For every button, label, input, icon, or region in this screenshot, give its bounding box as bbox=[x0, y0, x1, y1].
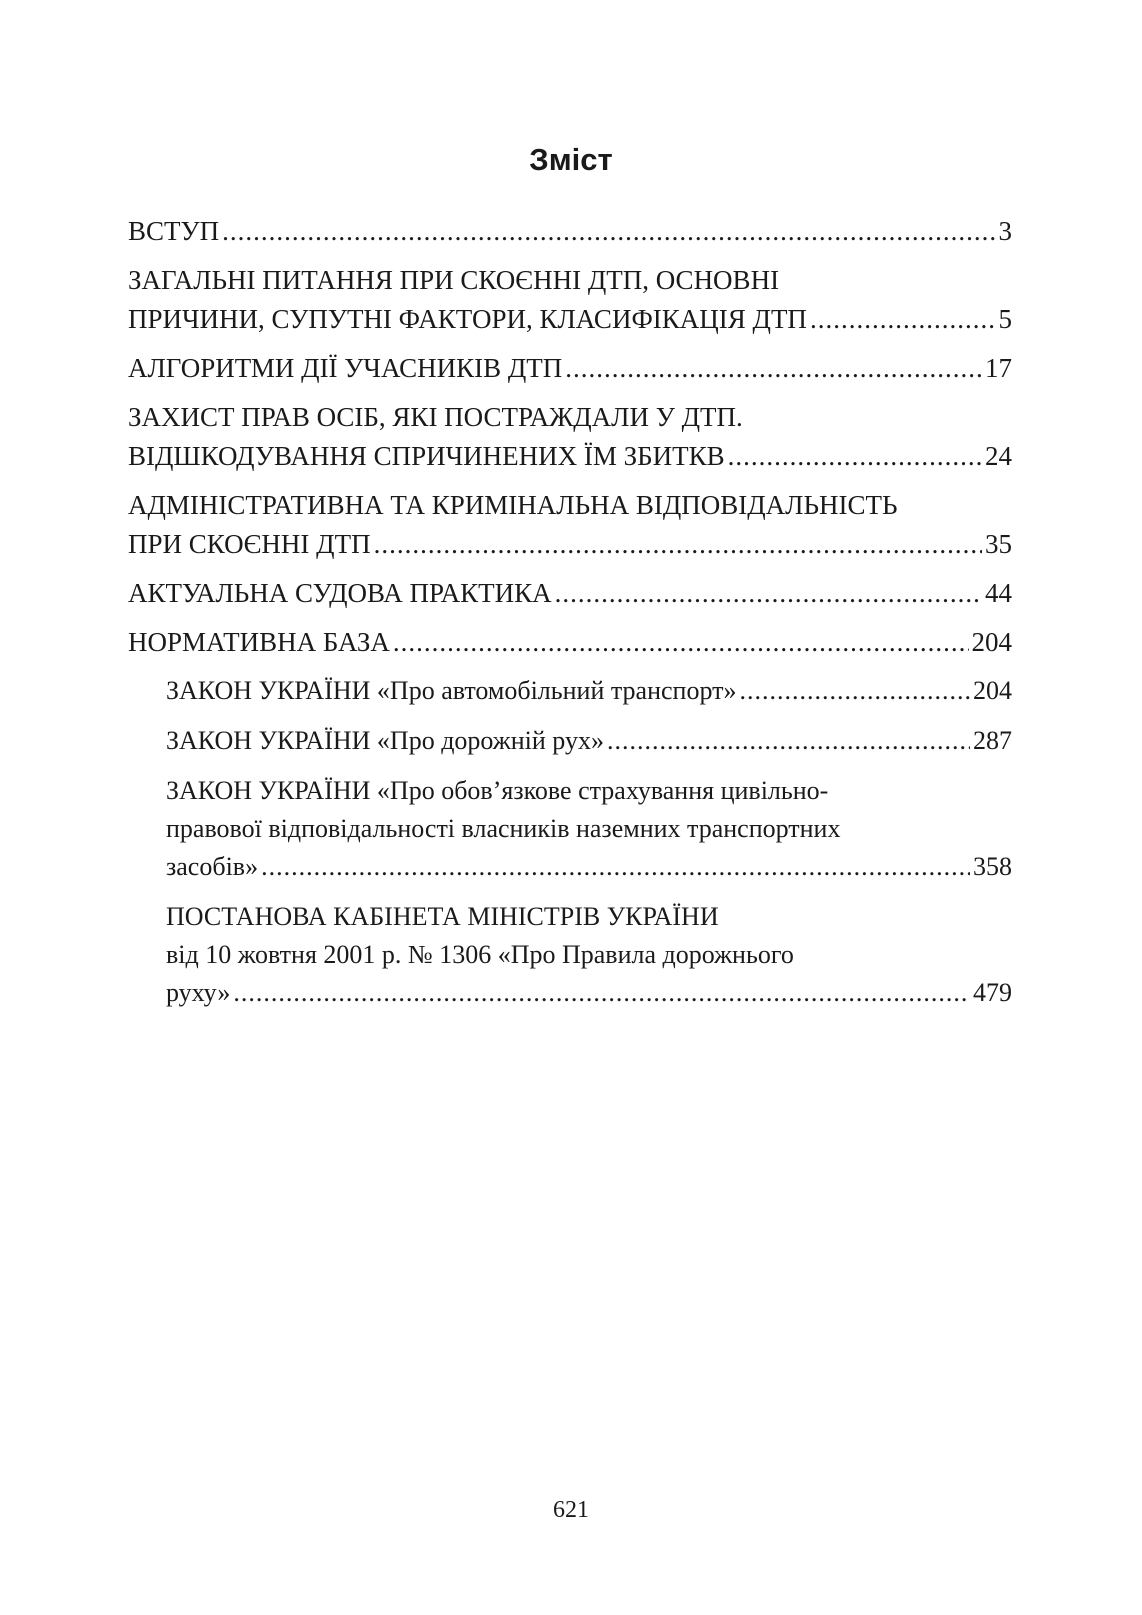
toc-entry-general-issues[interactable] bbox=[128, 261, 1012, 339]
toc-page-number: 3 bbox=[998, 216, 1012, 246]
toc-page-number: 204 bbox=[973, 676, 1012, 705]
dot-leader bbox=[374, 525, 982, 564]
toc-entry-text: ЗАКОН УКРАЇНИ «Про автомобільний транспорт» bbox=[166, 676, 737, 705]
dot-leader bbox=[728, 437, 982, 476]
toc-subentry-insurance-law[interactable] bbox=[166, 772, 1012, 886]
toc-entry-text: АЛГОРИТМИ ДІЇ УЧАСНИКІВ ДТП bbox=[128, 353, 563, 383]
toc-page-number: 204 bbox=[971, 627, 1012, 657]
table-of-contents bbox=[128, 212, 1012, 1024]
dot-leader bbox=[393, 623, 969, 662]
toc-entry-text: ПОСТАНОВА КАБІНЕТА МІНІСТРІВ УКРАЇНИ bbox=[166, 902, 719, 931]
toc-entry-text: ЗАХИСТ ПРАВ ОСІБ, ЯКІ ПОСТРАЖДАЛИ У ДТП. bbox=[128, 402, 743, 432]
toc-entry-court-practice[interactable] bbox=[128, 574, 1012, 613]
toc-entry-liability[interactable] bbox=[128, 486, 1012, 564]
toc-page-number: 5 bbox=[998, 304, 1012, 334]
toc-entry-text: ЗАГАЛЬНІ ПИТАННЯ ПРИ СКОЄННІ ДТП, ОСНОВНІ bbox=[128, 265, 780, 295]
dot-leader bbox=[810, 300, 996, 339]
dot-leader bbox=[233, 974, 970, 1012]
toc-entry-text: АДМІНІСТРАТИВНА ТА КРИМІНАЛЬНА ВІДПОВІДАЛЬНІСТЬ bbox=[128, 490, 898, 520]
toc-entry-regulatory-base[interactable] bbox=[128, 623, 1012, 662]
toc-entry-text: ПРИЧИНИ, СУПУТНІ ФАКТОРИ, КЛАСИФІКАЦІЯ ДТП bbox=[128, 304, 807, 334]
toc-page-number: 287 bbox=[973, 726, 1012, 755]
toc-page-number: 24 bbox=[985, 441, 1012, 471]
dot-leader bbox=[565, 349, 982, 388]
toc-page-number: 35 bbox=[985, 529, 1012, 559]
dot-leader bbox=[739, 672, 970, 710]
toc-page-number: 17 bbox=[985, 353, 1012, 383]
toc-entry-text: ВСТУП bbox=[128, 216, 220, 246]
dot-leader bbox=[222, 212, 995, 251]
toc-subentry-road-traffic-law[interactable] bbox=[166, 722, 1012, 760]
toc-entry-text: ЗАКОН УКРАЇНИ «Про дорожній рух» bbox=[166, 726, 604, 755]
toc-page-number: 44 bbox=[985, 578, 1012, 608]
toc-subentry-cabinet-resolution[interactable] bbox=[166, 898, 1012, 1012]
toc-page-number: 358 bbox=[973, 852, 1012, 881]
toc-entry-text: ПРИ СКОЄННІ ДТП bbox=[128, 529, 371, 559]
toc-entry-text: правової відповідальності власників наземних транспортних bbox=[166, 814, 841, 843]
dot-leader bbox=[261, 848, 970, 886]
toc-entry-text: НОРМАТИВНА БАЗА bbox=[128, 627, 390, 657]
toc-entry-intro[interactable] bbox=[128, 212, 1012, 251]
dot-leader bbox=[607, 722, 970, 760]
toc-entry-algorithms[interactable] bbox=[128, 349, 1012, 388]
page-title: Зміст bbox=[529, 142, 613, 177]
toc-entry-text: ВІДШКОДУВАННЯ СПРИЧИНЕНИХ ЇМ ЗБИТКВ bbox=[128, 441, 725, 471]
toc-subentry-auto-transport-law[interactable] bbox=[166, 672, 1012, 710]
toc-entry-rights-protection[interactable] bbox=[128, 398, 1012, 476]
toc-entry-text: від 10 жовтня 2001 р. № 1306 «Про Правила дорожнього bbox=[166, 940, 794, 969]
toc-page-number: 479 bbox=[973, 978, 1012, 1007]
page-footer-number: 621 bbox=[553, 1497, 589, 1523]
dot-leader bbox=[555, 574, 982, 613]
toc-entry-text: ЗАКОН УКРАЇНИ «Про обов’язкове страхування цивільно- bbox=[166, 776, 829, 805]
toc-entry-text: засобів» bbox=[166, 852, 259, 881]
toc-entry-text: руху» bbox=[166, 978, 231, 1007]
toc-entry-text: АКТУАЛЬНА СУДОВА ПРАКТИКА bbox=[128, 578, 552, 608]
